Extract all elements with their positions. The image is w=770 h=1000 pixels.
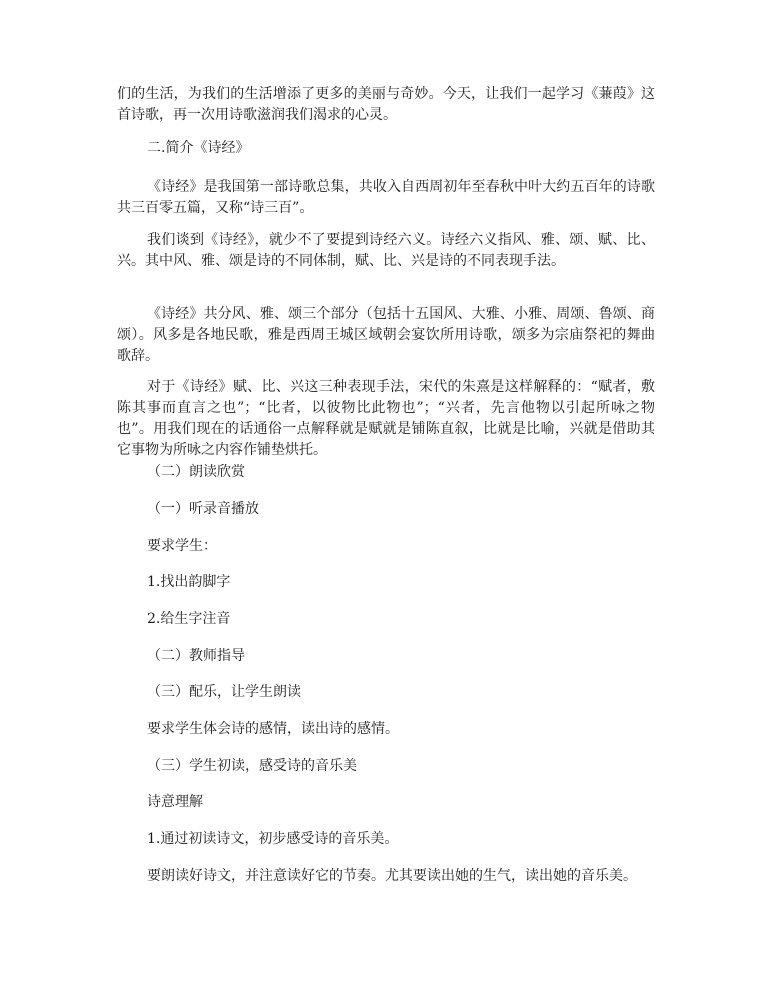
section-heading-shijing-intro: 二.简介《诗经》 bbox=[147, 140, 250, 156]
heading-listen-recording: （一）听录音播放 bbox=[147, 501, 259, 517]
text-student-requirements: 要求学生： bbox=[147, 538, 217, 554]
heading-reading-appreciation: （二）朗读欣赏 bbox=[147, 464, 245, 480]
paragraph-intro-continuation: 们的生活，为我们的生活增添了更多的美丽与奇妙。今天，让我们一起学习《蒹葭》这首诗歌，再一次用诗歌滋润我们渴求的心灵。 bbox=[117, 86, 655, 123]
heading-poem-understanding: 诗意理解 bbox=[147, 794, 203, 810]
paragraph-zhuxi-explanation: 对于《诗经》赋、比、兴这三种表现手法，宋代的朱熹是这样解释的：“赋者，敷陈其事而直言之也”；“比者，以彼物比此物也”；“兴者，先言他物以引起所咏之物也”。用我们现在的话通俗一点解释就是赋就是铺陈直叙，比就是比喻，兴就是借助其它事物为所咏之内容作铺垫烘托。 bbox=[117, 379, 655, 458]
paragraph-reading-rhythm: 要朗读好诗文，并注意读好它的节奏。尤其要读出她的生气，读出她的音乐美。 bbox=[147, 868, 637, 884]
heading-first-reading: （三）学生初读，感受诗的音乐美 bbox=[147, 758, 357, 774]
heading-teacher-guidance: （二）教师指导 bbox=[147, 648, 245, 664]
paragraph-three-parts: 《诗经》共分风、雅、颂三个部分（包括十五国风、大雅、小雅、周颂、鲁颂、商颂）。风多是各地民歌，雅是西周王城区域朝会宴饮所用诗歌，颂多为宗庙祭祀的舞曲歌辞。 bbox=[117, 306, 655, 364]
list-item-find-rhymes: 1.找出韵脚字 bbox=[147, 574, 231, 590]
paragraph-shijing-overview: 《诗经》是我国第一部诗歌总集，共收入自西周初年至春秋中叶大约五百年的诗歌共三百零五篇，又称“诗三百”。 bbox=[117, 179, 655, 216]
heading-music-reading: （三）配乐，让学生朗读 bbox=[147, 684, 301, 700]
paragraph-six-principles: 我们谈到《诗经》，就少不了要提到诗经六义。诗经六义指风、雅、颂、赋、比、兴。其中风、雅、颂是诗的不同体制，赋、比、兴是诗的不同表现手法。 bbox=[117, 232, 655, 269]
list-item-annotate-characters: 2.给生字注音 bbox=[147, 611, 231, 627]
list-item-initial-reading: 1.通过初读诗文，初步感受诗的音乐美。 bbox=[147, 831, 399, 847]
text-feel-emotion: 要求学生体会诗的感情，读出诗的感情。 bbox=[147, 721, 399, 737]
